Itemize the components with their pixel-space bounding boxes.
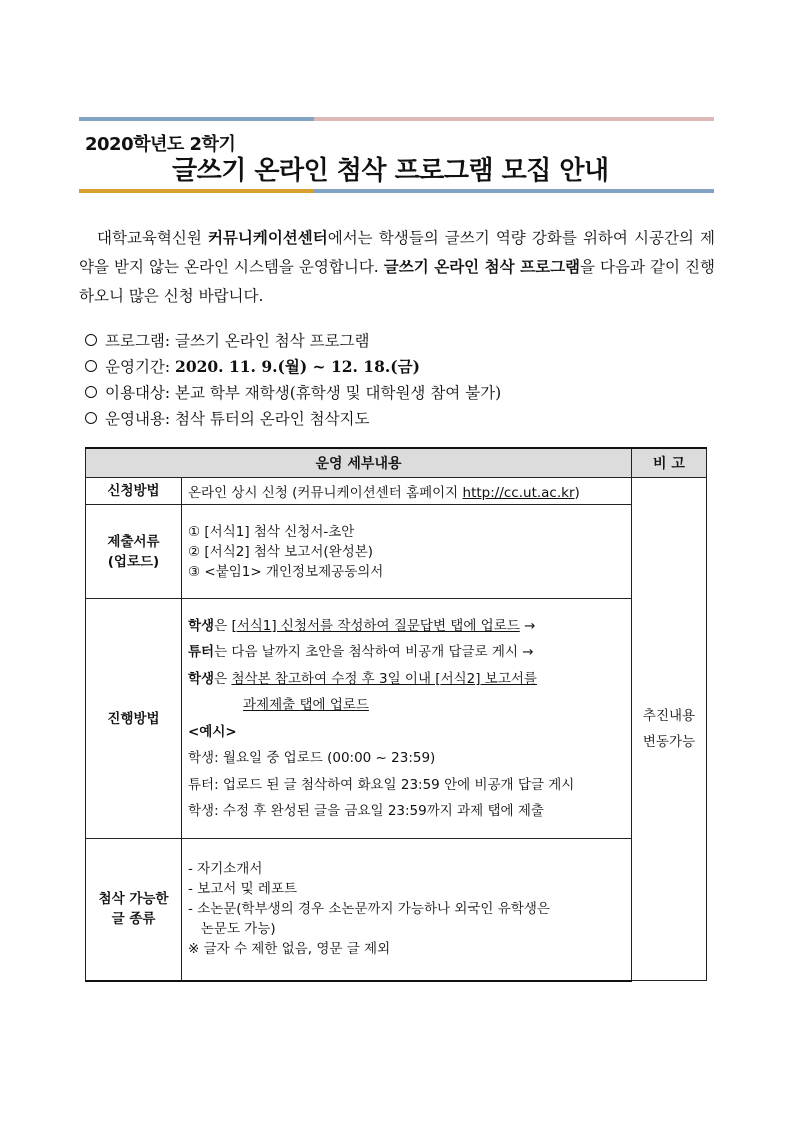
table-header-main: 운영 세부내용 <box>86 448 632 478</box>
list-item: ① [서식1] 첨삭 신청서-초안 <box>188 523 355 540</box>
process-step: 튜터는 다음 날까지 초안을 첨삭하여 비공개 답글로 게시 → <box>188 644 534 660</box>
intro-paragraph: 대학교육혁신원 커뮤니케이션센터에서는 학생들의 글쓰기 역량 강화를 위하여 시공간의 제약을 받지 않는 온라인 시스템을 운영합니다. 글쓰기 온라인 첨삭 프로그램을 다음과 같이 진행하오니 많은 신청 바랍니다. <box>79 229 715 305</box>
center-name: 커뮤니케이션센터 <box>207 229 328 247</box>
apply-content: 온라인 상시 신청 (커뮤니케이션센터 홈페이지 http://cc.ut.ac.kr) <box>182 478 632 505</box>
process-step: 학생은 첨삭본 참고하여 수정 후 3일 이내 [서식2] 보고서를 <box>188 670 537 687</box>
header-bottom-rule-left <box>79 189 314 193</box>
list-item: 운영기간: 2020. 11. 9.(월) ~ 12. 18.(금) <box>85 354 501 380</box>
docs-content <box>182 505 632 599</box>
homepage-link[interactable]: http://cc.ut.ac.kr <box>462 485 575 501</box>
list-item: ③ <붙임1> 개인정보제공동의서 <box>188 563 384 580</box>
process-content <box>182 599 632 839</box>
footnote: ※ 글자 수 제한 없음, 영문 글 제외 <box>188 941 391 958</box>
circle-bullet-icon <box>85 360 97 372</box>
circle-bullet-icon <box>85 386 97 398</box>
docs-label: 제출서류 (업로드) <box>86 505 182 599</box>
example-line: 튜터: 업로드 된 글 첨삭하여 화요일 23:59 안에 비공개 답글 게시 <box>188 776 575 793</box>
header-bottom-rule-right <box>314 189 714 193</box>
header-top-rule-right <box>314 117 714 121</box>
types-label: 첨삭 가능한 글 종류 <box>86 839 182 981</box>
circle-bullet-icon <box>85 334 97 346</box>
example-line: 학생: 월요일 중 업로드 (00:00 ~ 23:59) <box>188 750 436 766</box>
table-header-note: 비 고 <box>632 448 707 478</box>
info-list <box>85 328 501 432</box>
program-name: 글쓰기 온라인 첨삭 프로그램 <box>383 258 581 276</box>
apply-label: 신청방법 <box>86 478 182 505</box>
process-step-cont: 과제제출 탭에 업로드 <box>243 697 369 713</box>
page-title: 글쓰기 온라인 첨삭 프로그램 모집 안내 <box>172 156 609 186</box>
note-cell: 추진내용 변동가능 <box>632 478 707 981</box>
list-item: - 자기소개서 <box>188 861 263 878</box>
list-item: 이용대상: 본교 학부 재학생(휴학생 및 대학원생 참여 불가) <box>85 380 501 406</box>
header-subtitle: 2020학년도 2학기 <box>85 134 236 155</box>
example-label: <예시> <box>188 723 237 740</box>
list-item: 프로그램: 글쓰기 온라인 첨삭 프로그램 <box>85 328 501 354</box>
example-line: 학생: 수정 후 완성된 글을 금요일 23:59까지 과제 탭에 제출 <box>188 803 544 819</box>
types-content <box>182 839 632 981</box>
process-label: 진행방법 <box>86 599 182 839</box>
process-step: 학생은 [서식1] 신청서를 작성하여 질문답변 탭에 업로드 → <box>188 617 536 634</box>
list-item: - 보고서 및 레포트 <box>188 881 298 898</box>
list-item: 운영내용: 첨삭 튜터의 온라인 첨삭지도 <box>85 406 501 432</box>
details-table <box>85 447 707 982</box>
header-top-rule-left <box>79 117 314 121</box>
circle-bullet-icon <box>85 412 97 424</box>
list-item: ② [서식2] 첨삭 보고서(완성본) <box>188 543 374 560</box>
list-item: 논문도 가능) <box>188 921 276 938</box>
list-item: - 소논문(학부생의 경우 소논문까지 가능하나 외국인 유학생은 <box>188 901 550 918</box>
